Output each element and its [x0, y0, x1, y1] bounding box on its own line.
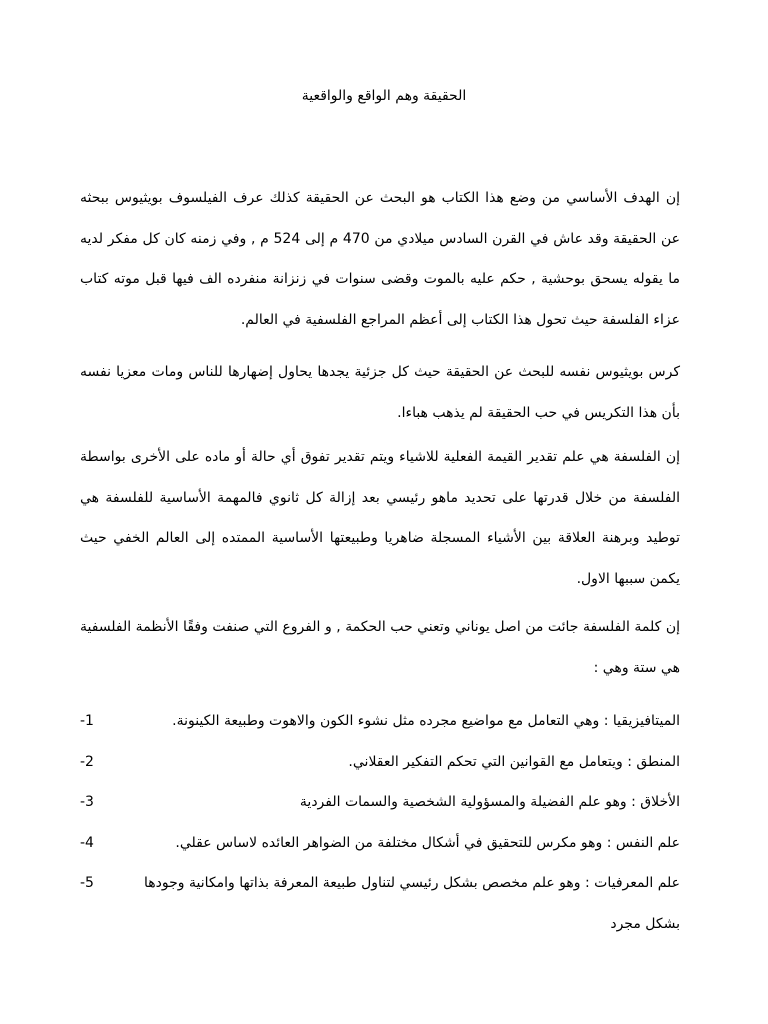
paragraph-philosophy-definition: إن الفلسفة هي علم تقدير القيمة الفعلية للاشياء ويتم تقدير تفوق أي حالة أو ماده على الأخرى بواسطة الفلسفة من خلال قدرتها على تحديد ماهو رئيسي بعد إزالة كل ثانوي فالمهمة الأساسية للفلسفة هي توطيد وبرهنة العلاقة بين الأشياء المسجلة ضاهريا وطبيعتها الأساسية الممتده إلى العالم الخفي حيث يكمن سببها الاول. [80, 449, 680, 587]
list-item-number: -2 [80, 753, 94, 770]
list-item [80, 823, 680, 864]
paragraph-boethius-dedication: كرس بويثيوس نفسه للبحث عن الحقيقة حيث كل جزئية يجدها يحاول إضهارها للناس ومات معزيا نفسه بأن هذا التكريس في حب الحقيقة لم يذهب هباءا. [80, 364, 680, 421]
list-item-number: -4 [80, 834, 94, 851]
list-item-text: الميتافيزيقيا : وهي التعامل مع مواضيع مجرده مثل نشوء الكون والاهوت وطبيعة الكينونة. [172, 713, 680, 729]
paragraph-boethius-intro: إن الهدف الأساسي من وضع هذا الكتاب هو البحث عن الحقيقة كذلك عرف الفيلسوف بويثيوس ببحثه عن الحقيقة وقد عاش في القرن السادس ميلادي من 470 م إلى 524 م , وفي زمنه كان كل مفكر لديه ما يقوله يسحق بوحشية , حكم عليه بالموت وقضى سنوات في زنزانة منفرده الف فيها قبل موته كتاب عزاء الفلسفة حيث تحول هذا الكتاب إلى أعظم المراجع الفلسفية في العالم. [80, 190, 680, 328]
list-item-text: المنطق : ويتعامل مع القوانين التي تحكم التفكير العقلاني. [348, 753, 680, 770]
list-item [80, 782, 680, 823]
list-item-number: -3 [80, 794, 94, 810]
list-item-number: -5 [80, 875, 94, 891]
list-item [80, 701, 680, 742]
paragraph-philosophy-branches-intro: إن كلمة الفلسفة جائت من اصل يوناني وتعني حب الحكمة , و الفروع التي صنفت وفقًا الأنظمة الفلسفية هي ستة وهي : [80, 619, 680, 676]
philosophy-branches-list [80, 701, 680, 944]
list-item [80, 863, 680, 944]
document-title: الحقيقة وهم الواقع والواقعية [301, 88, 467, 104]
list-item-text: علم المعرفيات : وهو علم مخصص بشكل رئيسي لتناول طبيعة المعرفة بذاتها وامكانية وجودها بشكل مجرد [144, 875, 680, 932]
list-item [80, 742, 680, 783]
list-item-text: الأخلاق : وهو علم الفضيلة والمسؤولية الشخصية والسمات الفردية [299, 794, 680, 810]
list-item-number: -1 [80, 713, 94, 729]
list-item-text: علم النفس : وهو مكرس للتحقيق في أشكال مختلفة من الضواهر العائده لاساس عقلي. [175, 834, 680, 851]
